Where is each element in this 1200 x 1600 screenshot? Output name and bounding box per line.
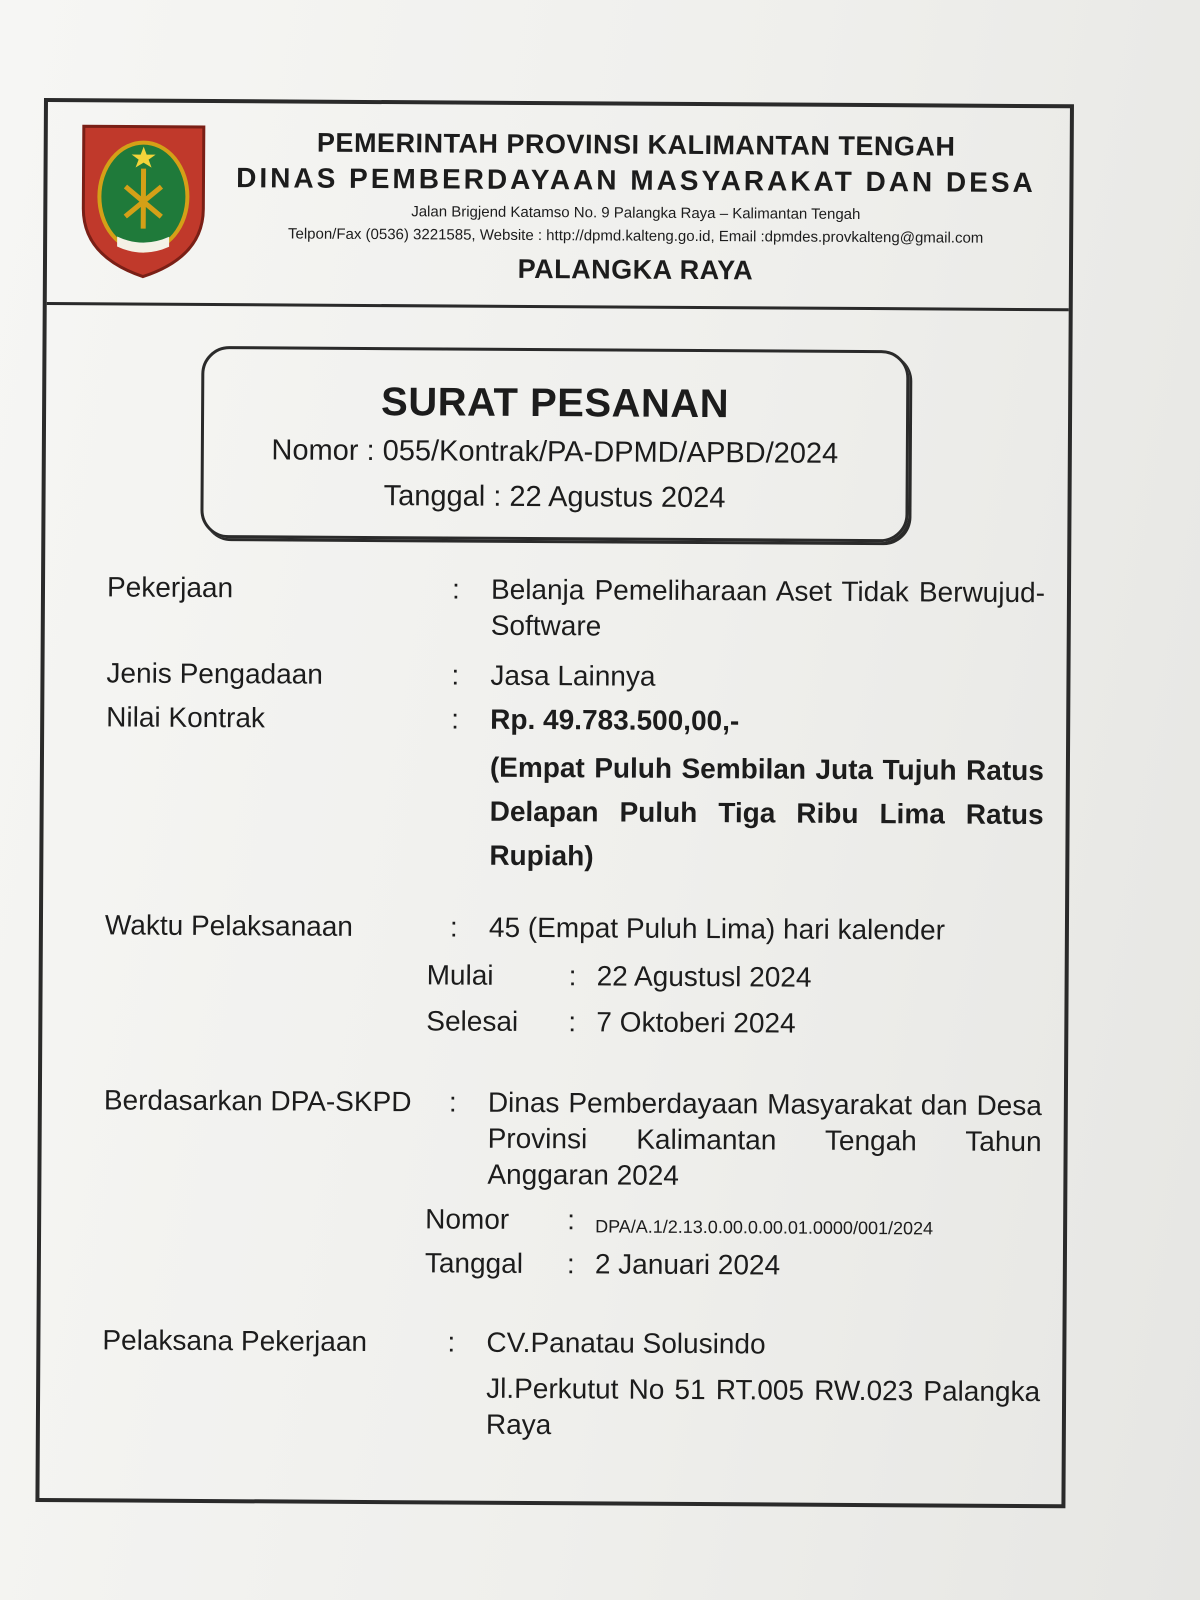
letterhead: [47, 102, 1070, 311]
dpa-date: 2 Januari 2024: [594, 1248, 781, 1281]
field-jenis-pengadaan: [106, 655, 1044, 701]
field-value: Belanja Pemeliharaan Aset Tidak Berwujud-Software: [490, 573, 1046, 642]
document-date: Tanggal : 22 Agustus 2024: [383, 480, 726, 515]
field-pekerjaan: [107, 569, 1045, 655]
end-date: 7 Oktoberi 2024: [596, 1006, 796, 1039]
sub-label: Selesai: [426, 1005, 519, 1037]
end-date-row: [426, 1003, 1064, 1039]
agency-contact: Telpon/Fax (0536) 3221585, Website : http://dpmd.kalteng.go.id, Email :dpmdes.provkalteng@gmail.com: [287, 225, 984, 247]
sub-colon: :: [568, 960, 577, 992]
dpa-date-row: [424, 1245, 1063, 1281]
sub-colon: :: [567, 1204, 576, 1236]
contractor-address: Jl.Perkutut No 51 RT.005 RW.023 Palangka Raya: [485, 1372, 1041, 1441]
field-colon: :: [451, 659, 460, 691]
field-label: Pelaksana Pekerjaan: [102, 1324, 368, 1357]
contractor-info: [486, 1325, 1041, 1446]
field-dpa-skpd: [103, 1082, 1042, 1208]
field-value: 45 (Empat Puluh Lima) hari kalender: [488, 911, 946, 946]
document-number: Nomor : 055/Kontrak/PA-DPMD/APBD/2024: [271, 434, 839, 470]
agency-address: Jalan Brigjend Katamso No. 9 Palangka Raya – Kalimantan Tengah: [411, 203, 861, 223]
field-label: Pekerjaan: [106, 571, 234, 604]
field-label: Nilai Kontrak: [106, 701, 266, 734]
provincial-emblem-logo: [77, 116, 210, 281]
sub-colon: :: [568, 1006, 577, 1038]
dpa-number: DPA/A.1/2.13.0.00.0.00.01.0000/001/2024: [595, 1216, 934, 1239]
contract-amount: Rp. 49.783.500,00,-: [490, 703, 740, 737]
field-value: Jasa Lainnya: [490, 659, 656, 692]
document-title: SURAT PESANAN: [380, 380, 730, 427]
field-pelaksana-pekerjaan: [102, 1322, 1041, 1458]
contract-amount-words: (Empat Puluh Sembilan Juta Tujuh Ratus Delapan Puluh Tiga Ribu Lima Ratus Rupiah): [489, 751, 1045, 872]
start-date-row: [426, 957, 1065, 993]
start-date: 22 Agustusl 2024: [596, 960, 812, 993]
field-colon: :: [448, 1086, 457, 1118]
agency-city: PALANGKA RAYA: [517, 253, 754, 286]
title-box: [200, 346, 909, 542]
field-colon: :: [447, 1326, 456, 1358]
sub-colon: :: [566, 1248, 575, 1280]
contractor-name: CV.Panatau Solusindo: [486, 1326, 766, 1360]
field-waktu-pelaksanaan: [105, 907, 1043, 953]
field-colon: :: [449, 911, 458, 943]
field-label: Waktu Pelaksanaan: [104, 909, 354, 942]
field-label: Berdasarkan DPA-SKPD: [103, 1084, 412, 1118]
sub-label: Nomor: [425, 1203, 510, 1235]
field-value: Dinas Pemberdayaan Masyarakat dan Desa Provinsi Kalimantan Tengah Tahun Anggaran 2024: [487, 1086, 1042, 1191]
sub-label: Tanggal: [424, 1247, 524, 1279]
sub-label: Mulai: [426, 959, 494, 991]
document-frame: [35, 98, 1074, 1508]
field-label: Jenis Pengadaan: [106, 657, 323, 690]
field-colon: :: [451, 573, 460, 605]
contract-value: [489, 702, 1044, 881]
field-colon: :: [451, 703, 460, 735]
field-nilai-kontrak: [105, 699, 1044, 875]
agency-name: DINAS PEMBERDAYAAN MASYARAKAT DAN DESA: [236, 162, 1036, 199]
govt-name: PEMERINTAH PROVINSI KALIMANTAN TENGAH: [316, 127, 956, 162]
